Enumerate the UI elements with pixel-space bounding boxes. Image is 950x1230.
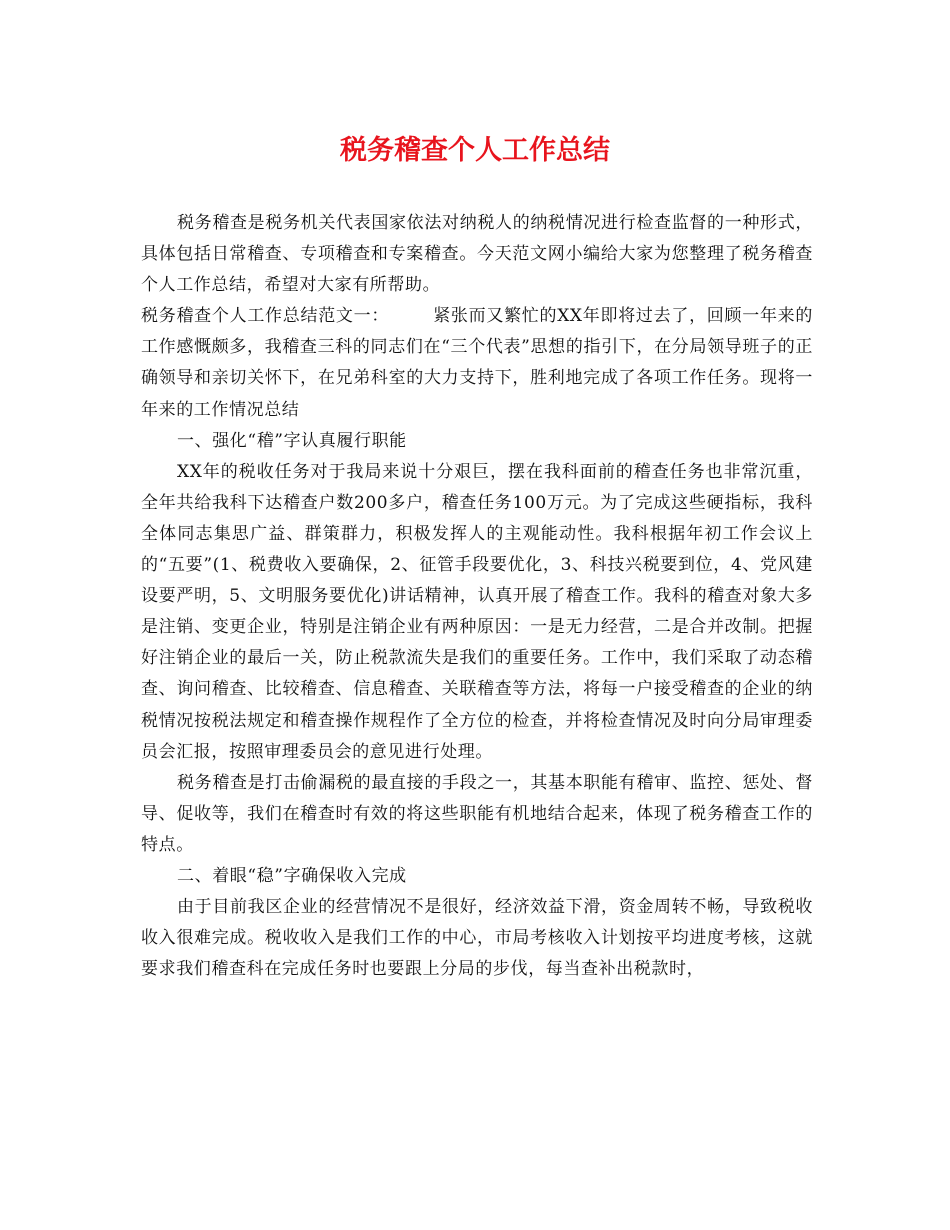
section-1-paragraph: XX年的税收任务对于我局来说十分艰巨，摆在我科面前的稽查任务也非常沉重，全年共给我科下达稽查户数200多户，稽查任务100万元。为了完成这些硬指标，我科全体同志集思广益、群策群力，积极发挥人的主观能动性。我科根据年初工作会议上的“五要”(1、税费收入要确保，2、征管手段要优化，3、科技兴税要到位，4、党风建设要严明，5、文明服务要优化)讲话精神，认真开展了稽查工作。我科的稽查对象大多是注销、变更企业，特别是注销企业有两种原因：一是无力经营，二是合并改制。把握好注销企业的最后一关，防止税款流失是我们的重要任务。工作中，我们采取了动态稽查、询问稽查、比较稽查、信息稽查、关联稽查等方法，将每一户接受稽查的企业的纳税情况按税法规定和稽查操作规程作了全方位的检查，并将检查情况及时向分局审理委员会汇报，按照审理委员会的意见进行处理。 — [141, 461, 813, 762]
section-1-paragraph-2: 税务稽查是打击偷漏税的最直接的手段之一，其基本职能有稽审、监控、惩处、督导、促收等，我们在稽查时有效的将这些职能有机地结合起来，体现了税务稽查工作的特点。 — [141, 772, 813, 855]
section-heading-1: 一、强化“稽”字认真履行职能 — [177, 430, 407, 451]
intro-paragraph: 税务稽查是税务机关代表国家依法对纳税人的纳税情况进行检查监督的一种形式，具体包括日常稽查、专项稽查和专案稽查。今天范文网小编给大家为您整理了税务稽查个人工作总结，希望对大家有所帮助。 — [141, 213, 813, 296]
section-2-paragraph: 由于目前我区企业的经营情况不是很好，经济效益下滑，资金周转不畅，导致税收收入很难完成。税收收入是我们工作的中心，市局考核收入计划按平均进度考核，这就要求我们稽查科在完成任务时也要跟上分局的步伐，每当查补出税款时， — [141, 897, 813, 980]
sample-text: 紧张而又繁忙的XX年即将过去了，回顾一年来的工作感慨颇多，我稽查三科的同志们在“三个代表”思想的指引下，在分局领导班子的正确领导和亲切关怀下，在兄弟科室的大力支持下，胜利地完成了各项工作任务。现将一年来的工作情况总结 — [141, 306, 813, 420]
sample-label: 税务稽查个人工作总结范文一： — [141, 306, 390, 327]
section-heading-2: 二、着眼“稳”字确保收入完成 — [177, 865, 407, 886]
document-body — [141, 208, 813, 985]
document-title: 税务稽查个人工作总结 — [340, 135, 610, 166]
sample-paragraph — [141, 301, 813, 425]
